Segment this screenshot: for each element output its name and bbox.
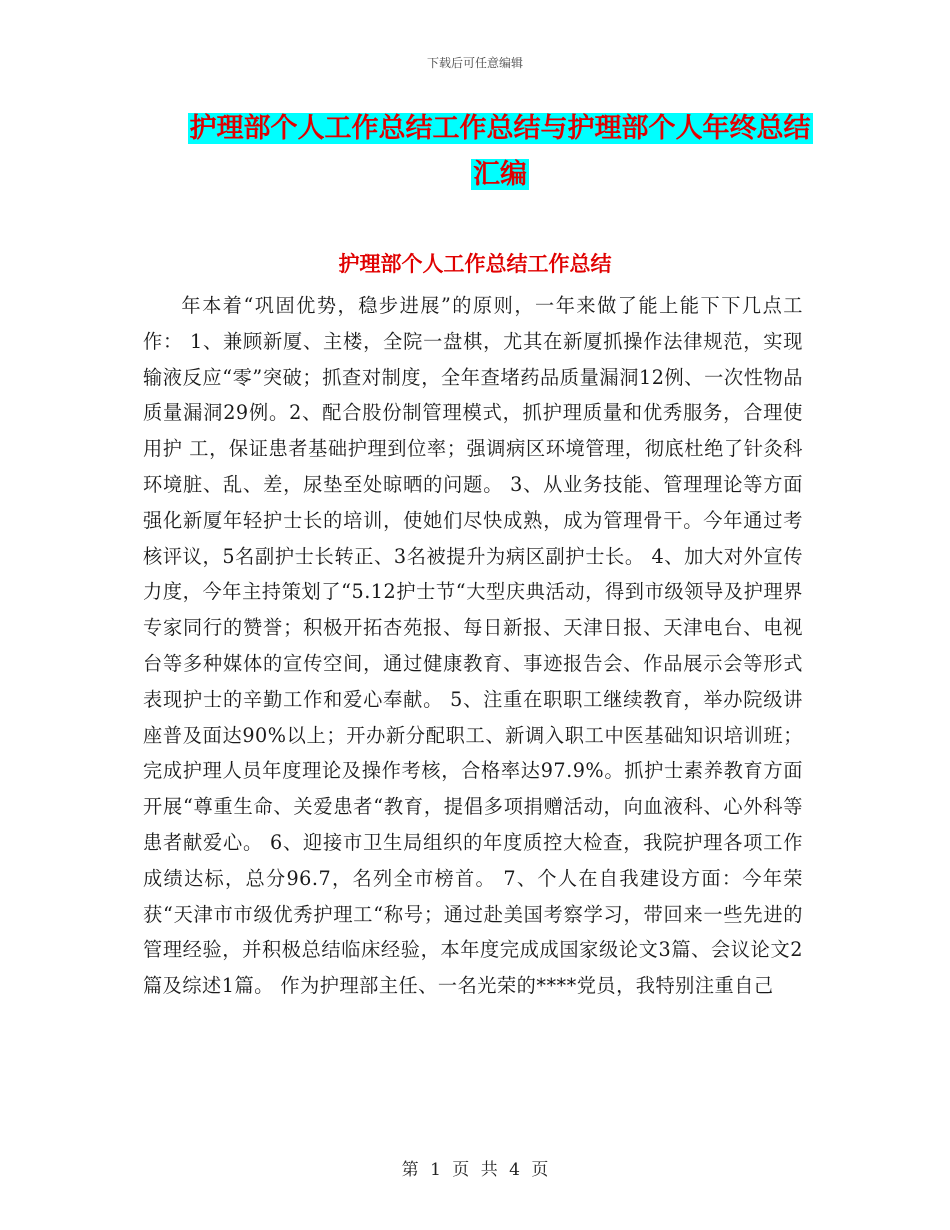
section-title: 护理部个人工作总结工作总结 (338, 252, 612, 276)
document-title-line2: 汇编 (473, 159, 527, 190)
body-paragraph: 年本着“巩固优势，稳步进展”的原则，一年来做了能上能下下几点工作： 1、兼顾新厦、主楼，全院一盘棋，尤其在新厦抓操作法律规范，实现输液反应“零”突破；抓查对制度，全年查堵药品质量漏洞12例、一次性物品质量漏洞29例。2、配合股份制管理模式，抓护理质量和优秀服务，合理使用护 工，保证患者基础护理到位率；强调病区环境管理，彻底杜绝了针灸科环境脏、乱、差，尿垫至处晾晒的问题。 3、从业务技能、管理理论等方面强化新厦年轻护士长的培训，使她们尽快成熟，成为管理骨干。今年通过考核评议，5名副护士长转正、3名被提升为病区副护士长。 4、加大对外宣传力度，今年主持策划了“5.12护士节“大型庆典活动，得到市级领导及护理界专家同行的赞誉；积极开拓杏苑报、每日新报、天津日报、天津电台、电视台等多种媒体的宣传空间，通过健康教育、事迹报告会、作品展示会等形式表现护士的辛勤工作和爱心奉献。 5、注重在职职工继续教育，举办院级讲座普及面达90%以上；开办新分配职工、新调入职工中医基础知识培训班；完成护理人员年度理论及操作考核，合格率达97.9%。抓护士素养教育方面开展“尊重生命、关爱患者“教育，提倡多项捐赠活动，向血液科、心外科等患者献爱心。 6、迎接市卫生局组织的年度质控大检查，我院护理各项工作成绩达标，总分96.7，名列全市榜首。 7、个人在自我建设方面：今年荣获“天津市市级优秀护理工“称号；通过赴美国考察学习，带回来一些先进的管理经验，并积极总结临床经验，本年度完成成国家级论文3篇、会议论文2篇及综述1篇。 作为护理部主任、一名光荣的****党员，我特别注重自己 (143, 294, 803, 998)
document-title-line1: 护理部个人工作总结工作总结与护理部个人年终总结 (189, 113, 811, 144)
header-note: 下载后可任意编辑 (426, 56, 523, 70)
page-number-footer: 第 1 页 共 4 页 (401, 1160, 549, 1180)
document-title (140, 106, 860, 198)
